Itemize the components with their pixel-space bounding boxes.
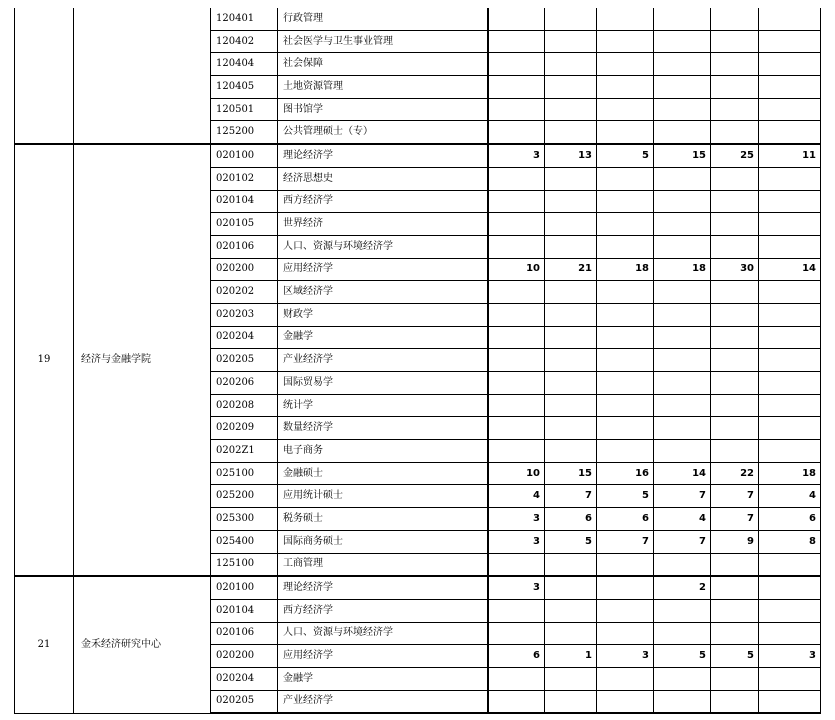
value-cell-6: 3: [759, 645, 821, 668]
value-cell-3: 3: [597, 645, 654, 668]
major-name-cell: 电子商务: [278, 440, 488, 463]
value-cell-5: [711, 690, 759, 713]
value-cell-1: 4: [488, 485, 545, 508]
major-name-cell: 国际商务硕士: [278, 530, 488, 553]
value-cell-2: 6: [545, 508, 597, 531]
major-code-cell: 125100: [211, 553, 278, 576]
value-cell-4: [654, 190, 711, 213]
value-cell-1: [488, 440, 545, 463]
value-cell-3: 16: [597, 462, 654, 485]
value-cell-2: [545, 8, 597, 30]
value-cell-1: [488, 553, 545, 576]
major-code-cell: 025100: [211, 462, 278, 485]
value-cell-1: [488, 303, 545, 326]
value-cell-6: [759, 667, 821, 690]
major-name-cell: 财政学: [278, 303, 488, 326]
unit-number-cell: [15, 8, 74, 144]
value-cell-6: [759, 303, 821, 326]
value-cell-2: 15: [545, 462, 597, 485]
value-cell-5: [711, 53, 759, 76]
value-cell-2: [545, 622, 597, 645]
value-cell-4: [654, 599, 711, 622]
value-cell-4: 2: [654, 576, 711, 599]
value-cell-1: [488, 167, 545, 190]
major-code-cell: 025200: [211, 485, 278, 508]
value-cell-2: 13: [545, 144, 597, 167]
value-cell-6: [759, 98, 821, 121]
major-name-cell: 土地资源管理: [278, 76, 488, 99]
value-cell-1: [488, 76, 545, 99]
major-name-cell: 经济思想史: [278, 167, 488, 190]
value-cell-6: [759, 121, 821, 144]
value-cell-4: [654, 8, 711, 30]
major-name-cell: 社会医学与卫生事业管理: [278, 30, 488, 53]
major-code-cell: 020102: [211, 167, 278, 190]
value-cell-1: 10: [488, 462, 545, 485]
value-cell-2: [545, 53, 597, 76]
value-cell-3: [597, 76, 654, 99]
value-cell-5: 25: [711, 144, 759, 167]
value-cell-2: [545, 372, 597, 395]
value-cell-6: [759, 690, 821, 713]
value-cell-5: 22: [711, 462, 759, 485]
value-cell-1: 3: [488, 576, 545, 599]
value-cell-1: 3: [488, 530, 545, 553]
value-cell-3: [597, 213, 654, 236]
value-cell-5: [711, 235, 759, 258]
value-cell-5: 7: [711, 485, 759, 508]
major-code-cell: 020202: [211, 281, 278, 304]
value-cell-1: [488, 349, 545, 372]
value-cell-1: [488, 121, 545, 144]
value-cell-1: [488, 8, 545, 30]
value-cell-5: [711, 372, 759, 395]
major-name-cell: 金融学: [278, 326, 488, 349]
value-cell-3: 5: [597, 144, 654, 167]
value-cell-5: 7: [711, 508, 759, 531]
major-name-cell: 理论经济学: [278, 576, 488, 599]
major-name-cell: 西方经济学: [278, 599, 488, 622]
value-cell-5: [711, 167, 759, 190]
value-cell-5: [711, 667, 759, 690]
value-cell-2: [545, 394, 597, 417]
major-name-cell: 统计学: [278, 394, 488, 417]
value-cell-5: [711, 98, 759, 121]
major-name-cell: 应用经济学: [278, 258, 488, 281]
value-cell-5: 9: [711, 530, 759, 553]
value-cell-6: [759, 76, 821, 99]
value-cell-6: 4: [759, 485, 821, 508]
value-cell-3: [597, 281, 654, 304]
value-cell-1: 10: [488, 258, 545, 281]
value-cell-5: [711, 599, 759, 622]
value-cell-3: 18: [597, 258, 654, 281]
value-cell-1: 6: [488, 645, 545, 668]
value-cell-2: [545, 281, 597, 304]
value-cell-4: [654, 394, 711, 417]
value-cell-5: [711, 622, 759, 645]
major-code-cell: 0202Z1: [211, 440, 278, 463]
value-cell-4: 15: [654, 144, 711, 167]
value-cell-6: 8: [759, 530, 821, 553]
major-code-cell: 020200: [211, 258, 278, 281]
value-cell-4: [654, 622, 711, 645]
value-cell-6: [759, 576, 821, 599]
value-cell-4: [654, 98, 711, 121]
major-name-cell: 应用经济学: [278, 645, 488, 668]
value-cell-3: [597, 98, 654, 121]
major-name-cell: 西方经济学: [278, 190, 488, 213]
value-cell-1: [488, 417, 545, 440]
value-cell-2: [545, 190, 597, 213]
value-cell-6: [759, 190, 821, 213]
value-cell-3: 5: [597, 485, 654, 508]
value-cell-4: [654, 372, 711, 395]
value-cell-2: [545, 667, 597, 690]
value-cell-4: [654, 690, 711, 713]
major-code-cell: 020204: [211, 326, 278, 349]
major-name-cell: 产业经济学: [278, 690, 488, 713]
value-cell-5: [711, 190, 759, 213]
table-row: [15, 576, 821, 599]
value-cell-2: [545, 417, 597, 440]
value-cell-3: [597, 235, 654, 258]
value-cell-4: 7: [654, 485, 711, 508]
major-code-cell: 020104: [211, 599, 278, 622]
major-name-cell: 行政管理: [278, 8, 488, 30]
major-code-cell: 025300: [211, 508, 278, 531]
value-cell-2: [545, 76, 597, 99]
value-cell-5: 5: [711, 645, 759, 668]
major-name-cell: 理论经济学: [278, 144, 488, 167]
value-cell-3: [597, 53, 654, 76]
value-cell-2: [545, 121, 597, 144]
value-cell-5: [711, 281, 759, 304]
value-cell-1: [488, 690, 545, 713]
value-cell-6: [759, 372, 821, 395]
value-cell-3: [597, 599, 654, 622]
value-cell-5: [711, 417, 759, 440]
major-name-cell: 数量经济学: [278, 417, 488, 440]
value-cell-6: [759, 349, 821, 372]
value-cell-5: 30: [711, 258, 759, 281]
value-cell-2: 1: [545, 645, 597, 668]
value-cell-3: [597, 417, 654, 440]
major-name-cell: 图书馆学: [278, 98, 488, 121]
major-code-cell: 020100: [211, 144, 278, 167]
major-code-cell: 120402: [211, 30, 278, 53]
value-cell-5: [711, 394, 759, 417]
value-cell-4: [654, 76, 711, 99]
value-cell-1: [488, 190, 545, 213]
value-cell-5: [711, 30, 759, 53]
value-cell-1: [488, 667, 545, 690]
major-code-cell: 020206: [211, 372, 278, 395]
value-cell-5: [711, 8, 759, 30]
value-cell-3: [597, 303, 654, 326]
major-name-cell: 金融学: [278, 667, 488, 690]
major-code-cell: 020205: [211, 690, 278, 713]
major-code-cell: 020100: [211, 576, 278, 599]
major-code-cell: 120405: [211, 76, 278, 99]
value-cell-3: [597, 190, 654, 213]
value-cell-3: [597, 30, 654, 53]
major-code-cell: 020106: [211, 235, 278, 258]
major-name-cell: 工商管理: [278, 553, 488, 576]
value-cell-2: [545, 599, 597, 622]
major-code-cell: 020209: [211, 417, 278, 440]
value-cell-3: [597, 553, 654, 576]
unit-name-cell: [74, 8, 211, 144]
value-cell-6: [759, 30, 821, 53]
major-name-cell: 税务硕士: [278, 508, 488, 531]
value-cell-2: [545, 440, 597, 463]
value-cell-1: [488, 326, 545, 349]
value-cell-2: [545, 30, 597, 53]
major-name-cell: 公共管理硕士（专）: [278, 121, 488, 144]
value-cell-6: [759, 440, 821, 463]
value-cell-1: [488, 53, 545, 76]
value-cell-5: [711, 76, 759, 99]
value-cell-5: [711, 553, 759, 576]
major-name-cell: 区域经济学: [278, 281, 488, 304]
value-cell-3: [597, 622, 654, 645]
value-cell-4: [654, 349, 711, 372]
unit-name-cell: 经济与金融学院: [74, 144, 211, 576]
major-code-cell: 020205: [211, 349, 278, 372]
major-name-cell: 社会保障: [278, 53, 488, 76]
value-cell-2: [545, 235, 597, 258]
value-cell-2: 7: [545, 485, 597, 508]
value-cell-1: [488, 599, 545, 622]
value-cell-6: [759, 394, 821, 417]
table-row: [15, 144, 821, 167]
value-cell-1: [488, 30, 545, 53]
value-cell-2: 5: [545, 530, 597, 553]
major-code-cell: 020204: [211, 667, 278, 690]
value-cell-6: [759, 8, 821, 30]
major-code-cell: 120401: [211, 8, 278, 30]
major-code-cell: 020104: [211, 190, 278, 213]
value-cell-3: [597, 394, 654, 417]
value-cell-4: [654, 53, 711, 76]
major-name-cell: 国际贸易学: [278, 372, 488, 395]
value-cell-4: [654, 167, 711, 190]
major-name-cell: 人口、资源与环境经济学: [278, 622, 488, 645]
major-code-cell: 025400: [211, 530, 278, 553]
value-cell-6: [759, 213, 821, 236]
value-cell-5: [711, 440, 759, 463]
value-cell-5: [711, 576, 759, 599]
value-cell-1: [488, 235, 545, 258]
value-cell-5: [711, 213, 759, 236]
unit-number-cell: 21: [15, 576, 74, 713]
table-body: [15, 8, 821, 713]
unit-name-cell: 金禾经济研究中心: [74, 576, 211, 713]
value-cell-3: [597, 690, 654, 713]
value-cell-2: [545, 690, 597, 713]
value-cell-6: [759, 326, 821, 349]
value-cell-3: [597, 326, 654, 349]
value-cell-3: [597, 440, 654, 463]
value-cell-4: [654, 553, 711, 576]
major-name-cell: 世界经济: [278, 213, 488, 236]
value-cell-2: [545, 213, 597, 236]
value-cell-2: [545, 576, 597, 599]
value-cell-4: [654, 326, 711, 349]
value-cell-4: [654, 30, 711, 53]
value-cell-4: [654, 440, 711, 463]
value-cell-4: 5: [654, 645, 711, 668]
value-cell-5: [711, 303, 759, 326]
value-cell-2: 21: [545, 258, 597, 281]
major-code-cell: 020208: [211, 394, 278, 417]
major-name-cell: 人口、资源与环境经济学: [278, 235, 488, 258]
value-cell-1: 3: [488, 144, 545, 167]
value-cell-1: [488, 98, 545, 121]
value-cell-4: [654, 417, 711, 440]
value-cell-3: [597, 372, 654, 395]
value-cell-4: [654, 303, 711, 326]
value-cell-3: [597, 349, 654, 372]
table-row: [15, 8, 821, 30]
value-cell-2: [545, 98, 597, 121]
value-cell-2: [545, 303, 597, 326]
major-name-cell: 金融硕士: [278, 462, 488, 485]
value-cell-3: [597, 8, 654, 30]
value-cell-1: [488, 372, 545, 395]
value-cell-1: [488, 281, 545, 304]
value-cell-4: 18: [654, 258, 711, 281]
major-name-cell: 产业经济学: [278, 349, 488, 372]
unit-number-cell: 19: [15, 144, 74, 576]
value-cell-6: 14: [759, 258, 821, 281]
value-cell-2: [545, 167, 597, 190]
major-code-cell: 020105: [211, 213, 278, 236]
value-cell-6: [759, 167, 821, 190]
value-cell-4: [654, 281, 711, 304]
value-cell-6: 6: [759, 508, 821, 531]
value-cell-4: 14: [654, 462, 711, 485]
enrollment-table: [14, 8, 821, 714]
value-cell-1: [488, 394, 545, 417]
value-cell-3: 6: [597, 508, 654, 531]
value-cell-6: [759, 599, 821, 622]
value-cell-5: [711, 349, 759, 372]
value-cell-4: [654, 121, 711, 144]
value-cell-4: [654, 213, 711, 236]
value-cell-1: 3: [488, 508, 545, 531]
value-cell-6: [759, 235, 821, 258]
value-cell-4: [654, 235, 711, 258]
value-cell-1: [488, 622, 545, 645]
major-code-cell: 120501: [211, 98, 278, 121]
value-cell-6: 11: [759, 144, 821, 167]
value-cell-6: [759, 417, 821, 440]
value-cell-3: [597, 667, 654, 690]
major-code-cell: 020106: [211, 622, 278, 645]
value-cell-5: [711, 326, 759, 349]
major-code-cell: 125200: [211, 121, 278, 144]
value-cell-3: [597, 167, 654, 190]
value-cell-2: [545, 553, 597, 576]
value-cell-6: [759, 553, 821, 576]
value-cell-3: [597, 576, 654, 599]
major-code-cell: 120404: [211, 53, 278, 76]
value-cell-2: [545, 349, 597, 372]
value-cell-1: [488, 213, 545, 236]
value-cell-4: 4: [654, 508, 711, 531]
value-cell-3: 7: [597, 530, 654, 553]
value-cell-5: [711, 121, 759, 144]
value-cell-4: [654, 667, 711, 690]
value-cell-6: [759, 281, 821, 304]
major-name-cell: 应用统计硕士: [278, 485, 488, 508]
major-code-cell: 020200: [211, 645, 278, 668]
value-cell-4: 7: [654, 530, 711, 553]
value-cell-3: [597, 121, 654, 144]
value-cell-6: [759, 622, 821, 645]
major-code-cell: 020203: [211, 303, 278, 326]
value-cell-6: [759, 53, 821, 76]
value-cell-6: 18: [759, 462, 821, 485]
value-cell-2: [545, 326, 597, 349]
